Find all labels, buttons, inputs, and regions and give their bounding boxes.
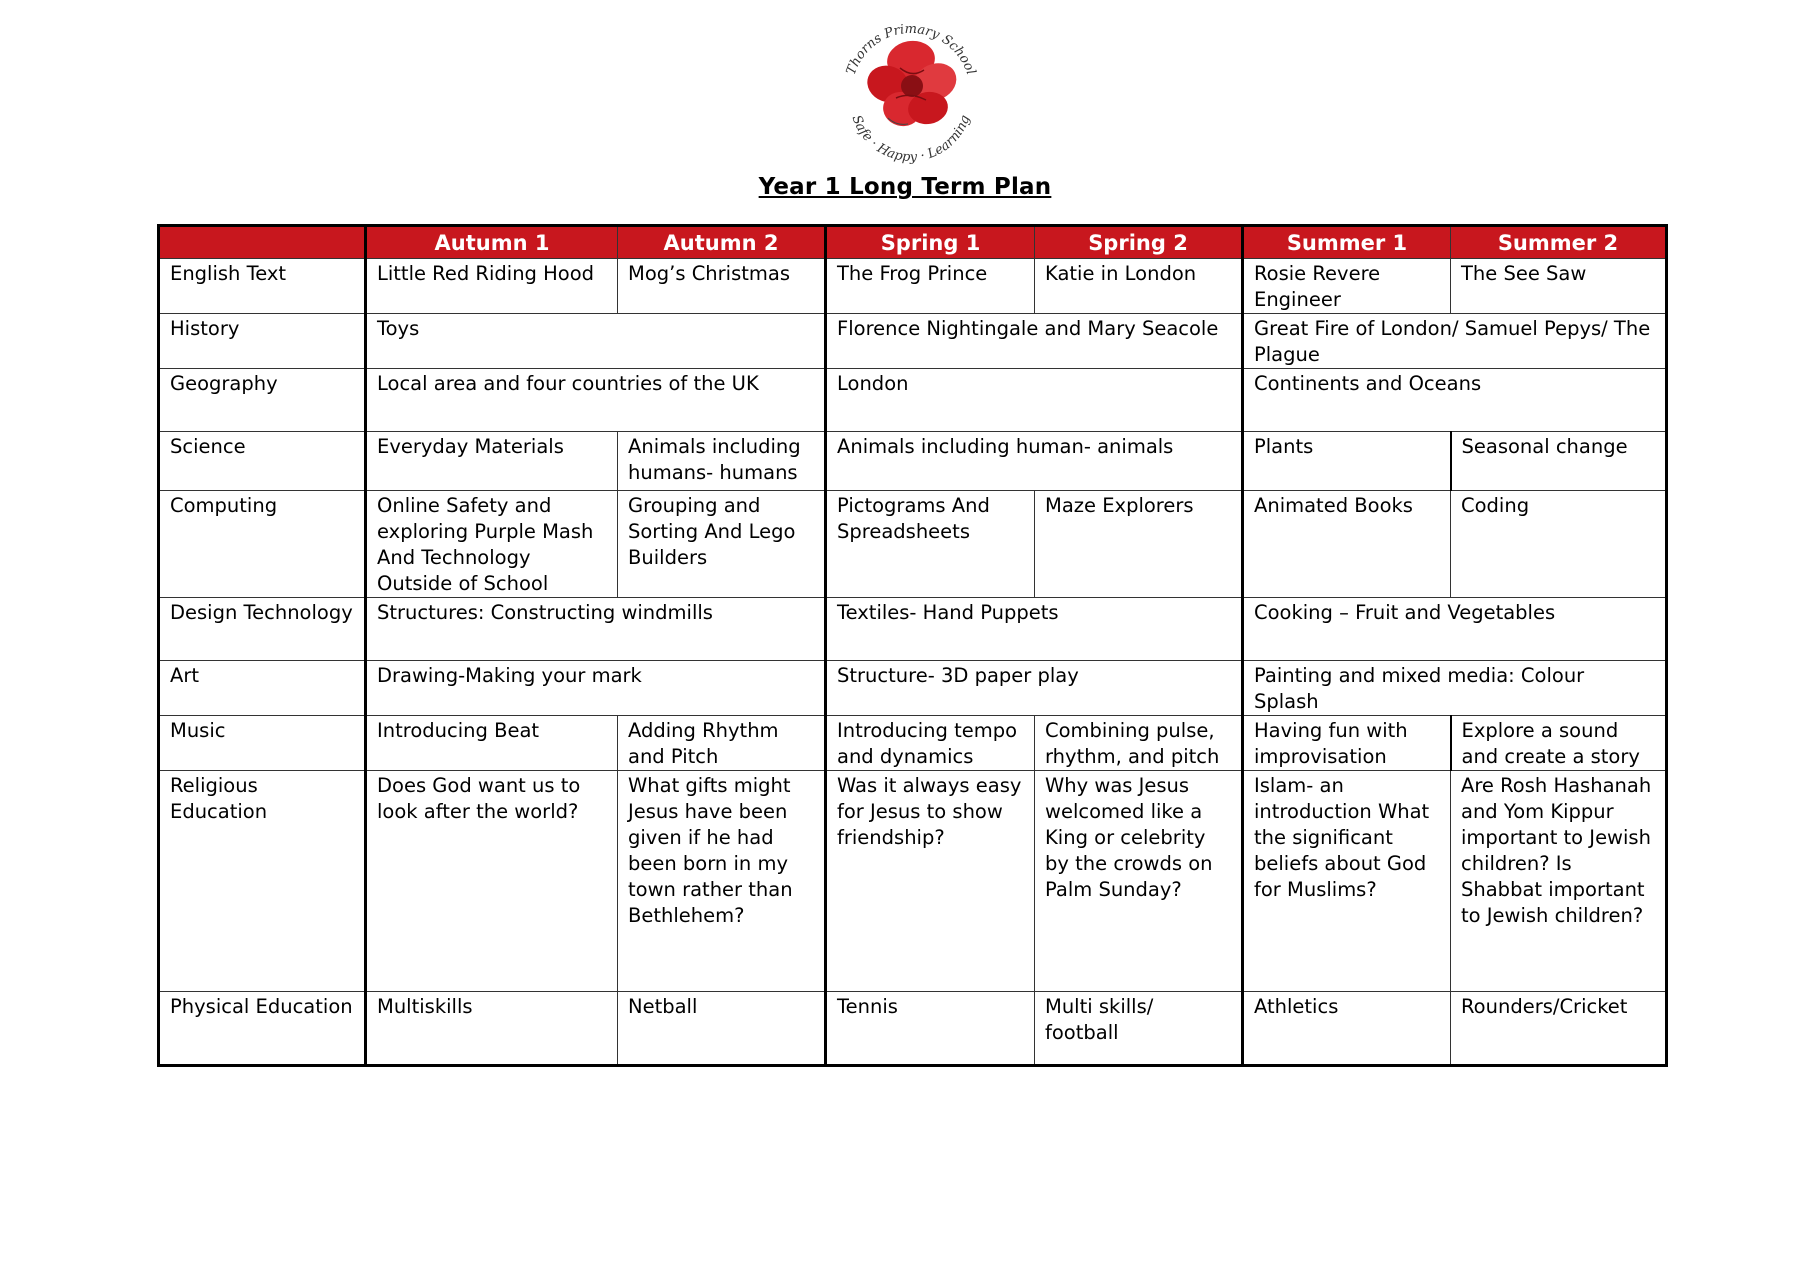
- table-cell: Structure- 3D paper play: [826, 661, 1243, 716]
- table-cell: Painting and mixed media: Colour Splash: [1243, 661, 1667, 716]
- header-summer-1: Summer 1: [1243, 226, 1451, 259]
- logo-arc-bottom: Safe · Happy · Learning: [848, 113, 974, 166]
- table-cell: Multi skills/ football: [1035, 992, 1243, 1066]
- table-cell: Cooking – Fruit and Vegetables: [1243, 598, 1667, 661]
- table-cell: Are Rosh Hashanah and Yom Kippur important to Jewish children? Is Shabbat important to Jewish children?: [1451, 771, 1667, 992]
- table-cell: Great Fire of London/ Samuel Pepys/ The Plague: [1243, 314, 1667, 369]
- page-title: Year 1 Long Term Plan: [758, 174, 1052, 200]
- subject-cell: Physical Education: [159, 992, 366, 1066]
- table-cell: Little Red Riding Hood: [366, 259, 618, 314]
- table-cell: Structures: Constructing windmills: [366, 598, 826, 661]
- subject-cell: Geography: [159, 369, 366, 432]
- table-cell: The Frog Prince: [826, 259, 1035, 314]
- table-cell: Animals including human- animals: [826, 432, 1243, 491]
- school-logo: [830, 8, 992, 170]
- table-cell: Animated Books: [1243, 491, 1451, 598]
- table-cell: Having fun with improvisation: [1243, 716, 1451, 771]
- table-row: [159, 661, 1667, 716]
- header-subject: [159, 226, 366, 259]
- subject-cell: Design Technology: [159, 598, 366, 661]
- table-cell: The See Saw: [1451, 259, 1667, 314]
- table-cell: Combining pulse, rhythm, and pitch: [1035, 716, 1243, 771]
- table-cell: Adding Rhythm and Pitch: [618, 716, 826, 771]
- header-summer-2: Summer 2: [1451, 226, 1667, 259]
- header-spring-1: Spring 1: [826, 226, 1035, 259]
- table-cell: Rounders/Cricket: [1451, 992, 1667, 1066]
- table-cell: Florence Nightingale and Mary Seacole: [826, 314, 1243, 369]
- table-cell: What gifts might Jesus have been given if he had been born in my town rather than Bethlehem?: [618, 771, 826, 992]
- table-cell: Maze Explorers: [1035, 491, 1243, 598]
- table-row: [159, 314, 1667, 369]
- table-cell: Animals including humans- humans: [618, 432, 826, 491]
- table-cell: Explore a sound and create a story: [1451, 716, 1667, 771]
- table-row: [159, 432, 1667, 491]
- subject-cell: History: [159, 314, 366, 369]
- table-cell: Pictograms And Spreadsheets: [826, 491, 1035, 598]
- table-cell: Drawing-Making your mark: [366, 661, 826, 716]
- table-row: [159, 259, 1667, 314]
- table-cell: Islam- an introduction What the significant beliefs about God for Muslims?: [1243, 771, 1451, 992]
- table-cell: Grouping and Sorting And Lego Builders: [618, 491, 826, 598]
- table-cell: Netball: [618, 992, 826, 1066]
- table-cell: Rosie Revere Engineer: [1243, 259, 1451, 314]
- table-cell: Continents and Oceans: [1243, 369, 1667, 432]
- header-row: [159, 226, 1667, 259]
- table-cell: Introducing Beat: [366, 716, 618, 771]
- header-spring-2: Spring 2: [1035, 226, 1243, 259]
- table-cell: Why was Jesus welcomed like a King or celebrity by the crowds on Palm Sunday?: [1035, 771, 1243, 992]
- table-row: [159, 992, 1667, 1066]
- table-cell: Online Safety and exploring Purple Mash And Technology Outside of School: [366, 491, 618, 598]
- subject-cell: Computing: [159, 491, 366, 598]
- table-cell: Was it always easy for Jesus to show friendship?: [826, 771, 1035, 992]
- table-cell: Introducing tempo and dynamics: [826, 716, 1035, 771]
- table-row: [159, 598, 1667, 661]
- table-cell: Coding: [1451, 491, 1667, 598]
- table-cell: Multiskills: [366, 992, 618, 1066]
- table-cell: Textiles- Hand Puppets: [826, 598, 1243, 661]
- table-cell: Katie in London: [1035, 259, 1243, 314]
- table-cell: Does God want us to look after the world?: [366, 771, 618, 992]
- subject-cell: English Text: [159, 259, 366, 314]
- header-autumn-1: Autumn 1: [366, 226, 618, 259]
- subject-cell: Religious Education: [159, 771, 366, 992]
- table-cell: Everyday Materials: [366, 432, 618, 491]
- table-cell: Tennis: [826, 992, 1035, 1066]
- header-autumn-2: Autumn 2: [618, 226, 826, 259]
- table-cell: Plants: [1243, 432, 1451, 491]
- logo-arc-top: Thorns Primary School: [843, 21, 979, 77]
- table-row: [159, 491, 1667, 598]
- table-cell: Toys: [366, 314, 826, 369]
- subject-cell: Music: [159, 716, 366, 771]
- table-row: [159, 716, 1667, 771]
- table-cell: London: [826, 369, 1243, 432]
- table-row: [159, 771, 1667, 992]
- table-row: [159, 369, 1667, 432]
- table-cell: Seasonal change: [1451, 432, 1667, 491]
- table-cell: Mog’s Christmas: [618, 259, 826, 314]
- table-cell: Athletics: [1243, 992, 1451, 1066]
- long-term-plan-table: [157, 224, 1668, 1067]
- subject-cell: Science: [159, 432, 366, 491]
- flower-icon: [862, 37, 962, 130]
- subject-cell: Art: [159, 661, 366, 716]
- table-cell: Local area and four countries of the UK: [366, 369, 826, 432]
